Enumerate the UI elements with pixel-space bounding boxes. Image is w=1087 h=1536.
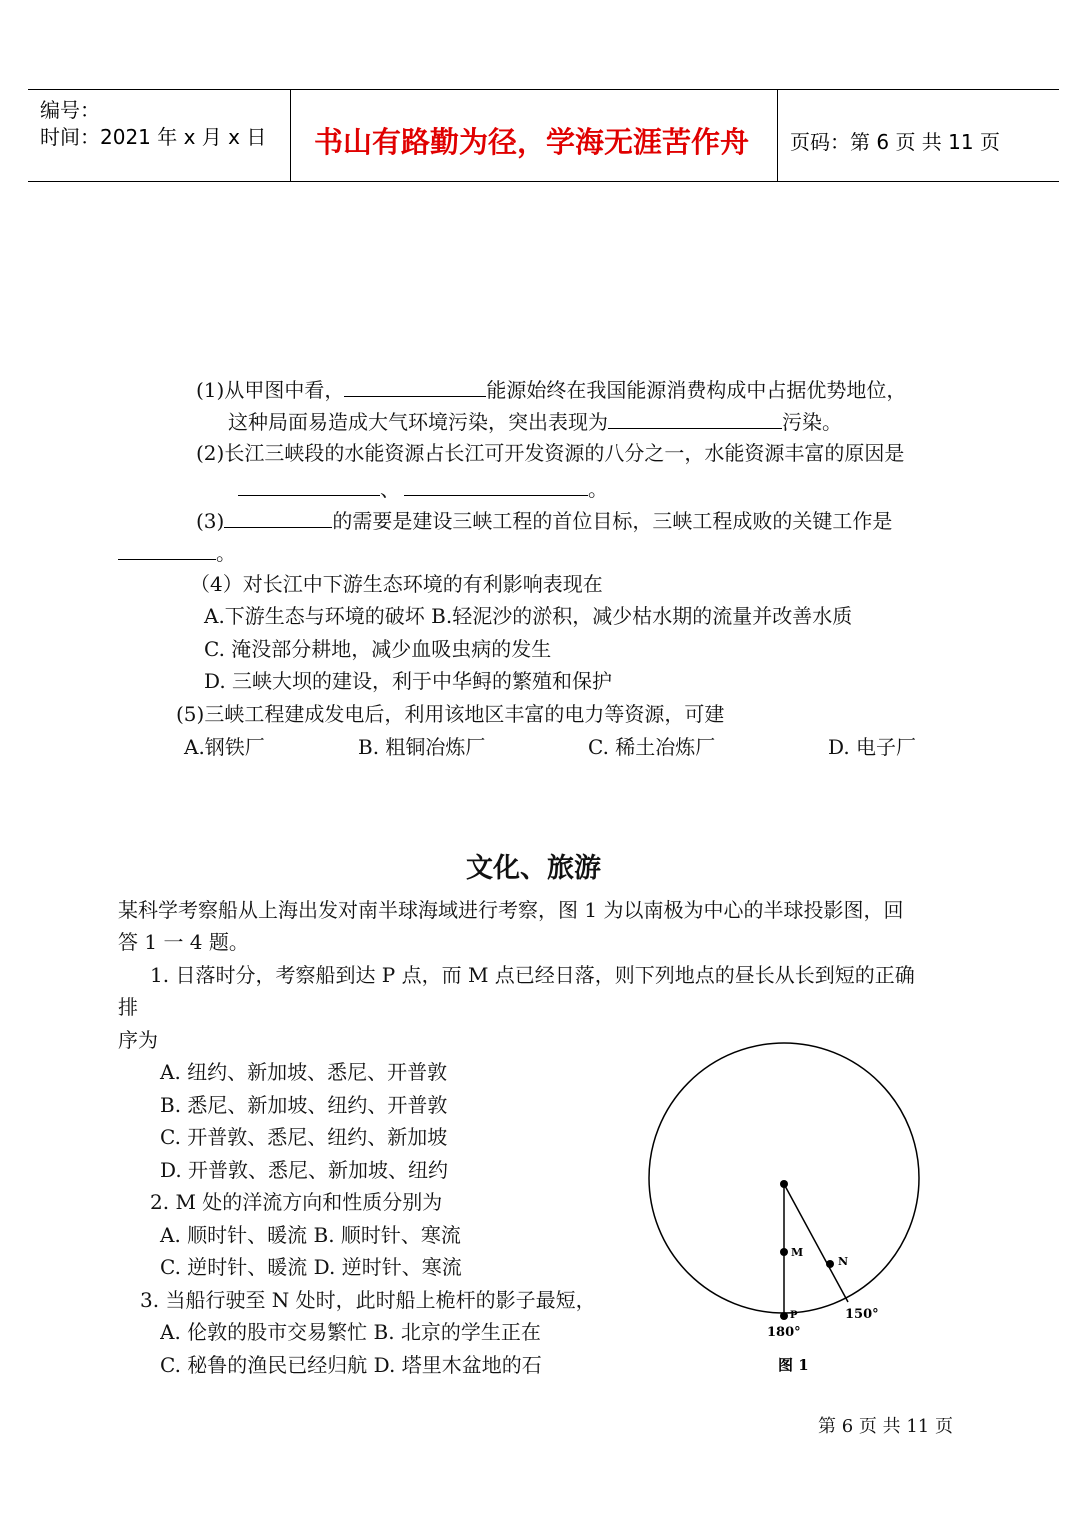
energy-q1-line1 (196, 378, 906, 400)
q3-options-ab-text: A. 伦敦的股市交易繁忙 B. 北京的学生正在 (160, 1322, 541, 1342)
section-title: 文化、旅游 (466, 853, 601, 884)
q3-blank-1 (224, 509, 332, 528)
energy-q2-line2 (238, 477, 608, 499)
energy-q4-option-c: C. 淹没部分耕地，减少血吸虫病的发生 (204, 637, 552, 661)
q1-text-c: 这种局面易造成大气环境污染，突出表现为 (228, 410, 608, 434)
q2-blank-2 (404, 477, 588, 496)
q1-blank-1 (344, 378, 486, 397)
number-label: 编号： (40, 98, 100, 122)
meridian-150 (784, 1184, 848, 1302)
point-p (780, 1312, 788, 1320)
footer-page-number: 第 6 页 共 11 页 (818, 1416, 953, 1437)
section-intro-1: 某科学考察船从上海出发对南半球海域进行考察，图 1 为以南极为中心的半球投影图，回 (118, 898, 904, 922)
figure-1-hemisphere-map (640, 1040, 930, 1385)
section-q1-line3: 序为 (118, 1028, 158, 1052)
section-q2: 2. M 处的洋流方向和性质分别为 (150, 1190, 443, 1214)
q1-text-b: 能源始终在我国能源消费构成中占据优势地位， (486, 378, 907, 402)
q1-blank-2 (608, 410, 782, 429)
q3-end: 。 (216, 541, 236, 565)
point-n (826, 1260, 834, 1268)
motto: 书山有路勤为径，学海无涯苦作舟 (314, 125, 750, 159)
south-pole-point (780, 1180, 788, 1188)
time-label: 时间：2021 年 x 月 x 日 (40, 125, 267, 149)
energy-q1-line2 (228, 410, 842, 432)
label-p: P (790, 1310, 798, 1321)
header-divider-2 (777, 90, 778, 182)
q2-blank-1 (238, 477, 380, 496)
section-q3-options-ab (160, 1322, 626, 1342)
q2-end: 。 (588, 477, 608, 501)
energy-q4-options-ab: A.下游生态与环境的破坏 B.轻泥沙的淤积，减少枯水期的流量并改善水质 (204, 604, 853, 628)
q3-blank-2 (118, 541, 216, 560)
energy-q5: (5)三峡工程建成发电后，利用该地区丰富的电力等资源，可建 (176, 702, 725, 726)
section-q1-option-a: A. 纽约、新加坡、悉尼、开普敦 (160, 1060, 448, 1084)
q1-text-d: 污染。 (782, 410, 842, 434)
section-q1-option-b: B. 悉尼、新加坡、纽约、开普敦 (160, 1093, 448, 1117)
section-q2-options-ab: A. 顺时针、暖流 B. 顺时针、寒流 (160, 1223, 461, 1247)
q1-text-a: (1)从甲图中看， (196, 378, 345, 402)
energy-q4-option-d: D. 三峡大坝的建设，利于中华鲟的繁殖和保护 (204, 669, 613, 693)
energy-q2-line1: (2)长江三峡段的水能资源占长江可开发资源的八分之一，水能资源丰富的原因是 (196, 441, 905, 465)
label-180: 180° (767, 1325, 801, 1340)
point-m (780, 1248, 788, 1256)
q2-sep: 、 (380, 477, 400, 501)
header-top-rule (28, 89, 1059, 90)
section-q3: 3. 当船行驶至 N 处时，此时船上桅杆的影子最短， (140, 1288, 596, 1312)
section-intro-2: 答 1 一 4 题。 (118, 930, 249, 954)
header-bottom-rule (28, 181, 1059, 182)
energy-q5-option-b: B. 粗铜冶炼厂 (358, 735, 486, 759)
section-q1-line2: 排 (118, 995, 138, 1019)
q3-text-a: (3) (196, 509, 225, 533)
page-label: 页码：第 6 页 共 11 页 (790, 130, 1000, 154)
section-q3-options-cd (160, 1355, 626, 1375)
energy-q3-line1 (196, 509, 892, 531)
label-150: 150° (845, 1307, 879, 1322)
q3-text-b: 的需要是建设三峡工程的首位目标，三峡工程成败的关键工作是 (332, 509, 893, 533)
section-q1-option-c: C. 开普敦、悉尼、纽约、新加坡 (160, 1125, 448, 1149)
section-q2-options-cd: C. 逆时针、暖流 D. 逆时针、寒流 (160, 1255, 462, 1279)
label-n: N (838, 1255, 849, 1268)
section-q1-option-d: D. 开普敦、悉尼、新加坡、纽约 (160, 1158, 449, 1182)
header-divider-1 (290, 90, 291, 182)
section-q1-line1: 1. 日落时分，考察船到达 P 点，而 M 点已经日落，则下列地点的昼长从长到短的正确 (150, 963, 915, 987)
q3-options-cd-text: C. 秘鲁的渔民已经归航 D. 塔里木盆地的石 (160, 1355, 542, 1375)
energy-q3-line2 (118, 541, 236, 563)
energy-q5-option-c: C. 稀土冶炼厂 (588, 735, 716, 759)
energy-q4: （4）对长江中下游生态环境的有利影响表现在 (190, 572, 603, 596)
label-m: M (791, 1246, 804, 1259)
figure-caption: 图 1 (778, 1356, 809, 1374)
energy-q5-option-a: A.钢铁厂 (184, 735, 265, 759)
energy-q5-option-d: D. 电子厂 (828, 735, 917, 759)
